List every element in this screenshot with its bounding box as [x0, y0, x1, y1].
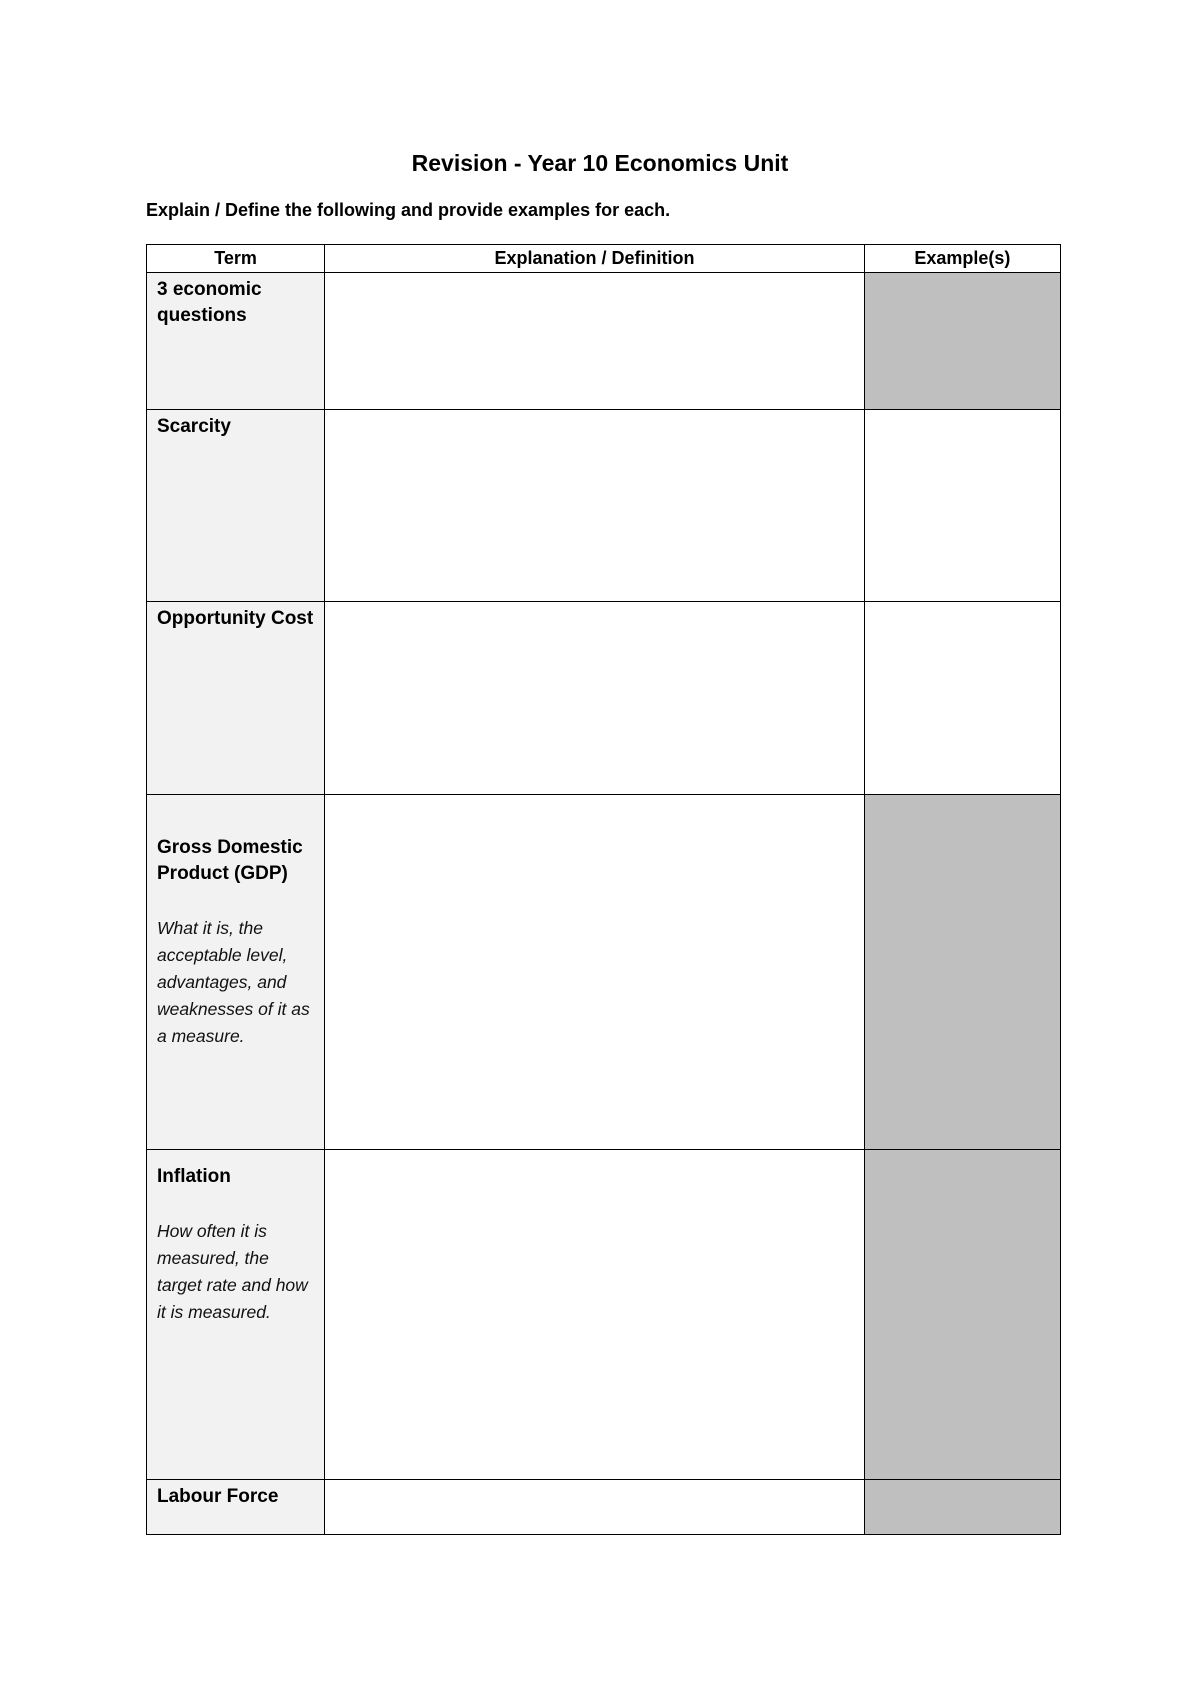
examples-answer-cell[interactable]	[864, 273, 1060, 410]
explanation-answer-cell[interactable]	[325, 410, 865, 602]
table-row	[147, 273, 1061, 410]
term-label: Inflation	[157, 1166, 231, 1187]
term-label: Gross Domestic Product (GDP)	[157, 837, 303, 884]
header-term: Term	[147, 245, 325, 273]
term-hint: What it is, the acceptable level, advantages, and weaknesses of it as a measure.	[157, 918, 310, 1046]
term-cell	[147, 1480, 325, 1535]
table-header-row	[147, 245, 1061, 273]
examples-answer-cell[interactable]	[864, 602, 1060, 795]
term-label: 3 economic questions	[157, 279, 262, 326]
table-row	[147, 410, 1061, 602]
header-explanation: Explanation / Definition	[325, 245, 865, 273]
instructions-text: Explain / Define the following and provide examples for each.	[146, 200, 671, 220]
explanation-answer-cell[interactable]	[325, 602, 865, 795]
explanation-answer-cell[interactable]	[325, 1480, 865, 1535]
page-title: Revision - Year 10 Economics Unit	[411, 150, 789, 176]
examples-answer-cell[interactable]	[864, 410, 1060, 602]
term-label: Scarcity	[157, 416, 231, 437]
table-row	[147, 602, 1061, 795]
explanation-answer-cell[interactable]	[325, 795, 865, 1150]
header-examples: Example(s)	[864, 245, 1060, 273]
revision-table	[146, 244, 1061, 1535]
explanation-answer-cell[interactable]	[325, 1150, 865, 1480]
examples-answer-cell[interactable]	[864, 795, 1060, 1150]
table-row	[147, 1480, 1061, 1535]
table-row	[147, 1150, 1061, 1480]
explanation-answer-cell[interactable]	[325, 273, 865, 410]
term-cell	[147, 273, 325, 410]
term-cell	[147, 410, 325, 602]
term-hint: How often it is measured, the target rate and how it is measured.	[157, 1221, 308, 1322]
term-cell	[147, 602, 325, 795]
term-cell	[147, 1150, 325, 1480]
term-label: Labour Force	[157, 1486, 279, 1507]
examples-answer-cell[interactable]	[864, 1480, 1060, 1535]
table-row	[147, 795, 1061, 1150]
examples-answer-cell[interactable]	[864, 1150, 1060, 1480]
term-cell	[147, 795, 325, 1150]
term-label: Opportunity Cost	[157, 608, 314, 629]
